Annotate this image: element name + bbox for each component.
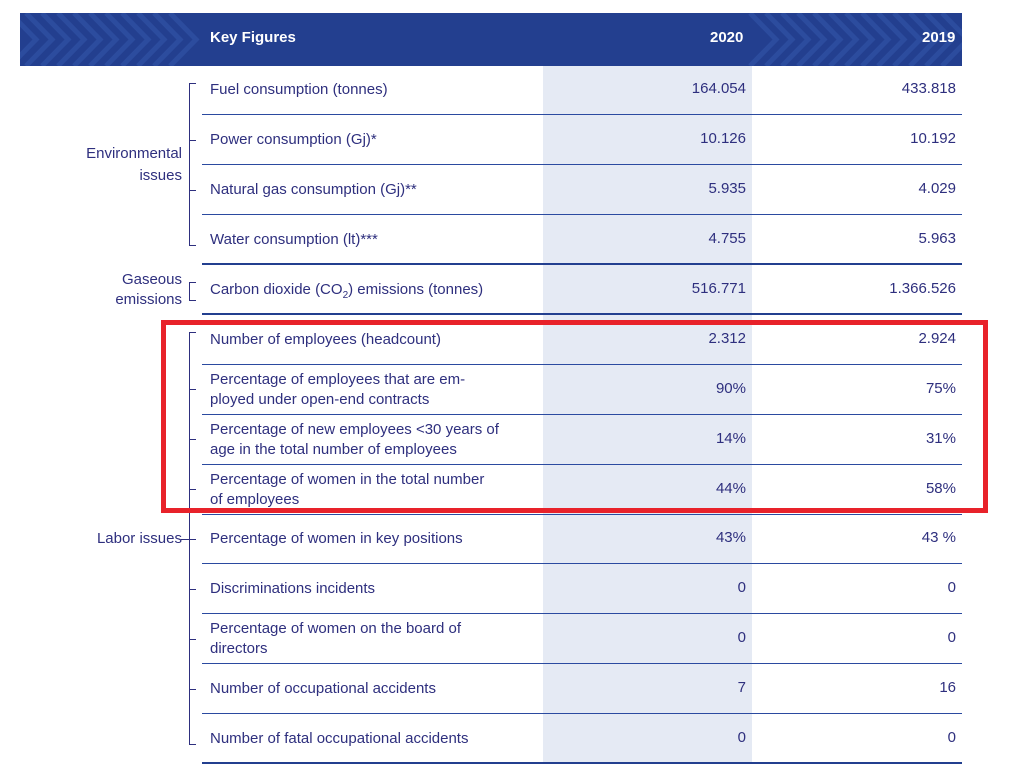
- value-2020: 4.755: [708, 230, 746, 247]
- row-label-subscript: 2: [342, 290, 349, 301]
- value-2020: 516.771: [691, 280, 746, 297]
- bracket-tick: [189, 744, 196, 745]
- value-2019: 43 %: [921, 529, 956, 546]
- value-2019: 16: [939, 679, 956, 696]
- row-label-line1: Percentage of women on the board of: [210, 620, 462, 637]
- value-2020: 44%: [715, 480, 746, 497]
- row-divider: [202, 613, 962, 614]
- bracket-tick: [189, 639, 196, 640]
- row-label-line2: of employees: [210, 491, 300, 508]
- bracket-tick: [189, 300, 196, 301]
- group-labor: Labor issues: [96, 530, 182, 547]
- row-label: Natural gas consumption (Gj)**: [210, 181, 417, 198]
- bracket-gaseous: [189, 282, 190, 300]
- value-2019: 433.818: [901, 80, 956, 97]
- group-gaseous: [60, 270, 182, 310]
- row-divider: [202, 514, 962, 515]
- row-label: Power consumption (Gj)*: [210, 131, 377, 148]
- bracket-tick: [189, 589, 196, 590]
- value-2019: 75%: [925, 380, 956, 397]
- value-2019: 5.963: [918, 230, 956, 247]
- row-divider: [202, 713, 962, 714]
- row-label: Fuel consumption (tonnes): [210, 81, 388, 98]
- value-2020: 90%: [715, 380, 746, 397]
- group-environmental: [60, 143, 182, 187]
- bracket-tick: [189, 140, 196, 141]
- row-label-part: ) emissions (tonnes): [348, 281, 484, 298]
- value-2019: 1.366.526: [889, 280, 956, 297]
- header-2020: 2020: [710, 29, 744, 46]
- section-divider: [202, 263, 962, 265]
- value-2020: 10.126: [700, 130, 746, 147]
- bracket-environmental: [189, 83, 190, 246]
- value-2020: 0: [737, 579, 746, 596]
- value-2020: 14%: [715, 430, 746, 447]
- value-2020: 5.935: [708, 180, 746, 197]
- header-key-figures: Key Figures: [210, 29, 296, 46]
- section-divider: [202, 762, 962, 764]
- group-environmental-line1: Environmental: [86, 145, 182, 162]
- row-label-line1: Percentage of employees that are em-: [210, 371, 466, 388]
- value-2019: 10.192: [910, 130, 956, 147]
- bracket-tick: [181, 539, 196, 540]
- value-2019: 0: [947, 629, 956, 646]
- value-2019: 4.029: [918, 180, 956, 197]
- value-2020: 7: [737, 679, 746, 696]
- highlight-box: [161, 320, 988, 513]
- row-divider: [202, 663, 962, 664]
- table-header: [20, 13, 962, 66]
- row-label-line1: Percentage of women in the total number: [210, 471, 485, 488]
- header-2019: 2019: [922, 29, 956, 46]
- group-environmental-line2: issues: [139, 167, 182, 184]
- row-divider: [202, 214, 962, 215]
- row-divider: [202, 114, 962, 115]
- row-label: Number of fatal occupational accidents: [210, 730, 469, 747]
- chevron-pattern: [20, 13, 962, 66]
- row-label: Discriminations incidents: [210, 580, 376, 597]
- bracket-tick: [189, 245, 196, 246]
- row-label-line2: age in the total number of employees: [210, 441, 457, 458]
- row-label: Percentage of women in key positions: [210, 530, 463, 547]
- value-2020: 0: [737, 629, 746, 646]
- row-label-line2: ployed under open-end contracts: [210, 391, 430, 408]
- row-label: [210, 619, 461, 659]
- row-label: [210, 280, 483, 306]
- value-2019: 2.924: [918, 330, 956, 347]
- row-label-line1: Percentage of new employees <30 years of: [210, 421, 499, 438]
- row-divider: [202, 563, 962, 564]
- section-divider: [202, 313, 962, 315]
- row-label: Water consumption (lt)***: [210, 231, 378, 248]
- value-2019: 58%: [925, 480, 956, 497]
- value-2019: 0: [947, 579, 956, 596]
- value-2019: 0: [947, 729, 956, 746]
- value-2020: 2.312: [708, 330, 746, 347]
- value-2020: 164.054: [691, 80, 746, 97]
- row-label-line2: directors: [210, 640, 268, 657]
- row-label: Number of employees (headcount): [210, 331, 441, 348]
- group-gaseous-line2: emissions: [115, 291, 182, 308]
- row-label: Number of occupational accidents: [210, 680, 436, 697]
- group-gaseous-line1: Gaseous: [121, 271, 182, 288]
- bracket-tick: [189, 689, 196, 690]
- bracket-tick: [189, 190, 196, 191]
- bracket-tick: [189, 83, 196, 84]
- row-label-part: Carbon dioxide (CO: [210, 281, 343, 298]
- value-2019: 31%: [925, 430, 956, 447]
- value-2020: 0: [737, 729, 746, 746]
- bracket-tick: [189, 282, 196, 283]
- value-2020: 43%: [715, 529, 746, 546]
- row-divider: [202, 164, 962, 165]
